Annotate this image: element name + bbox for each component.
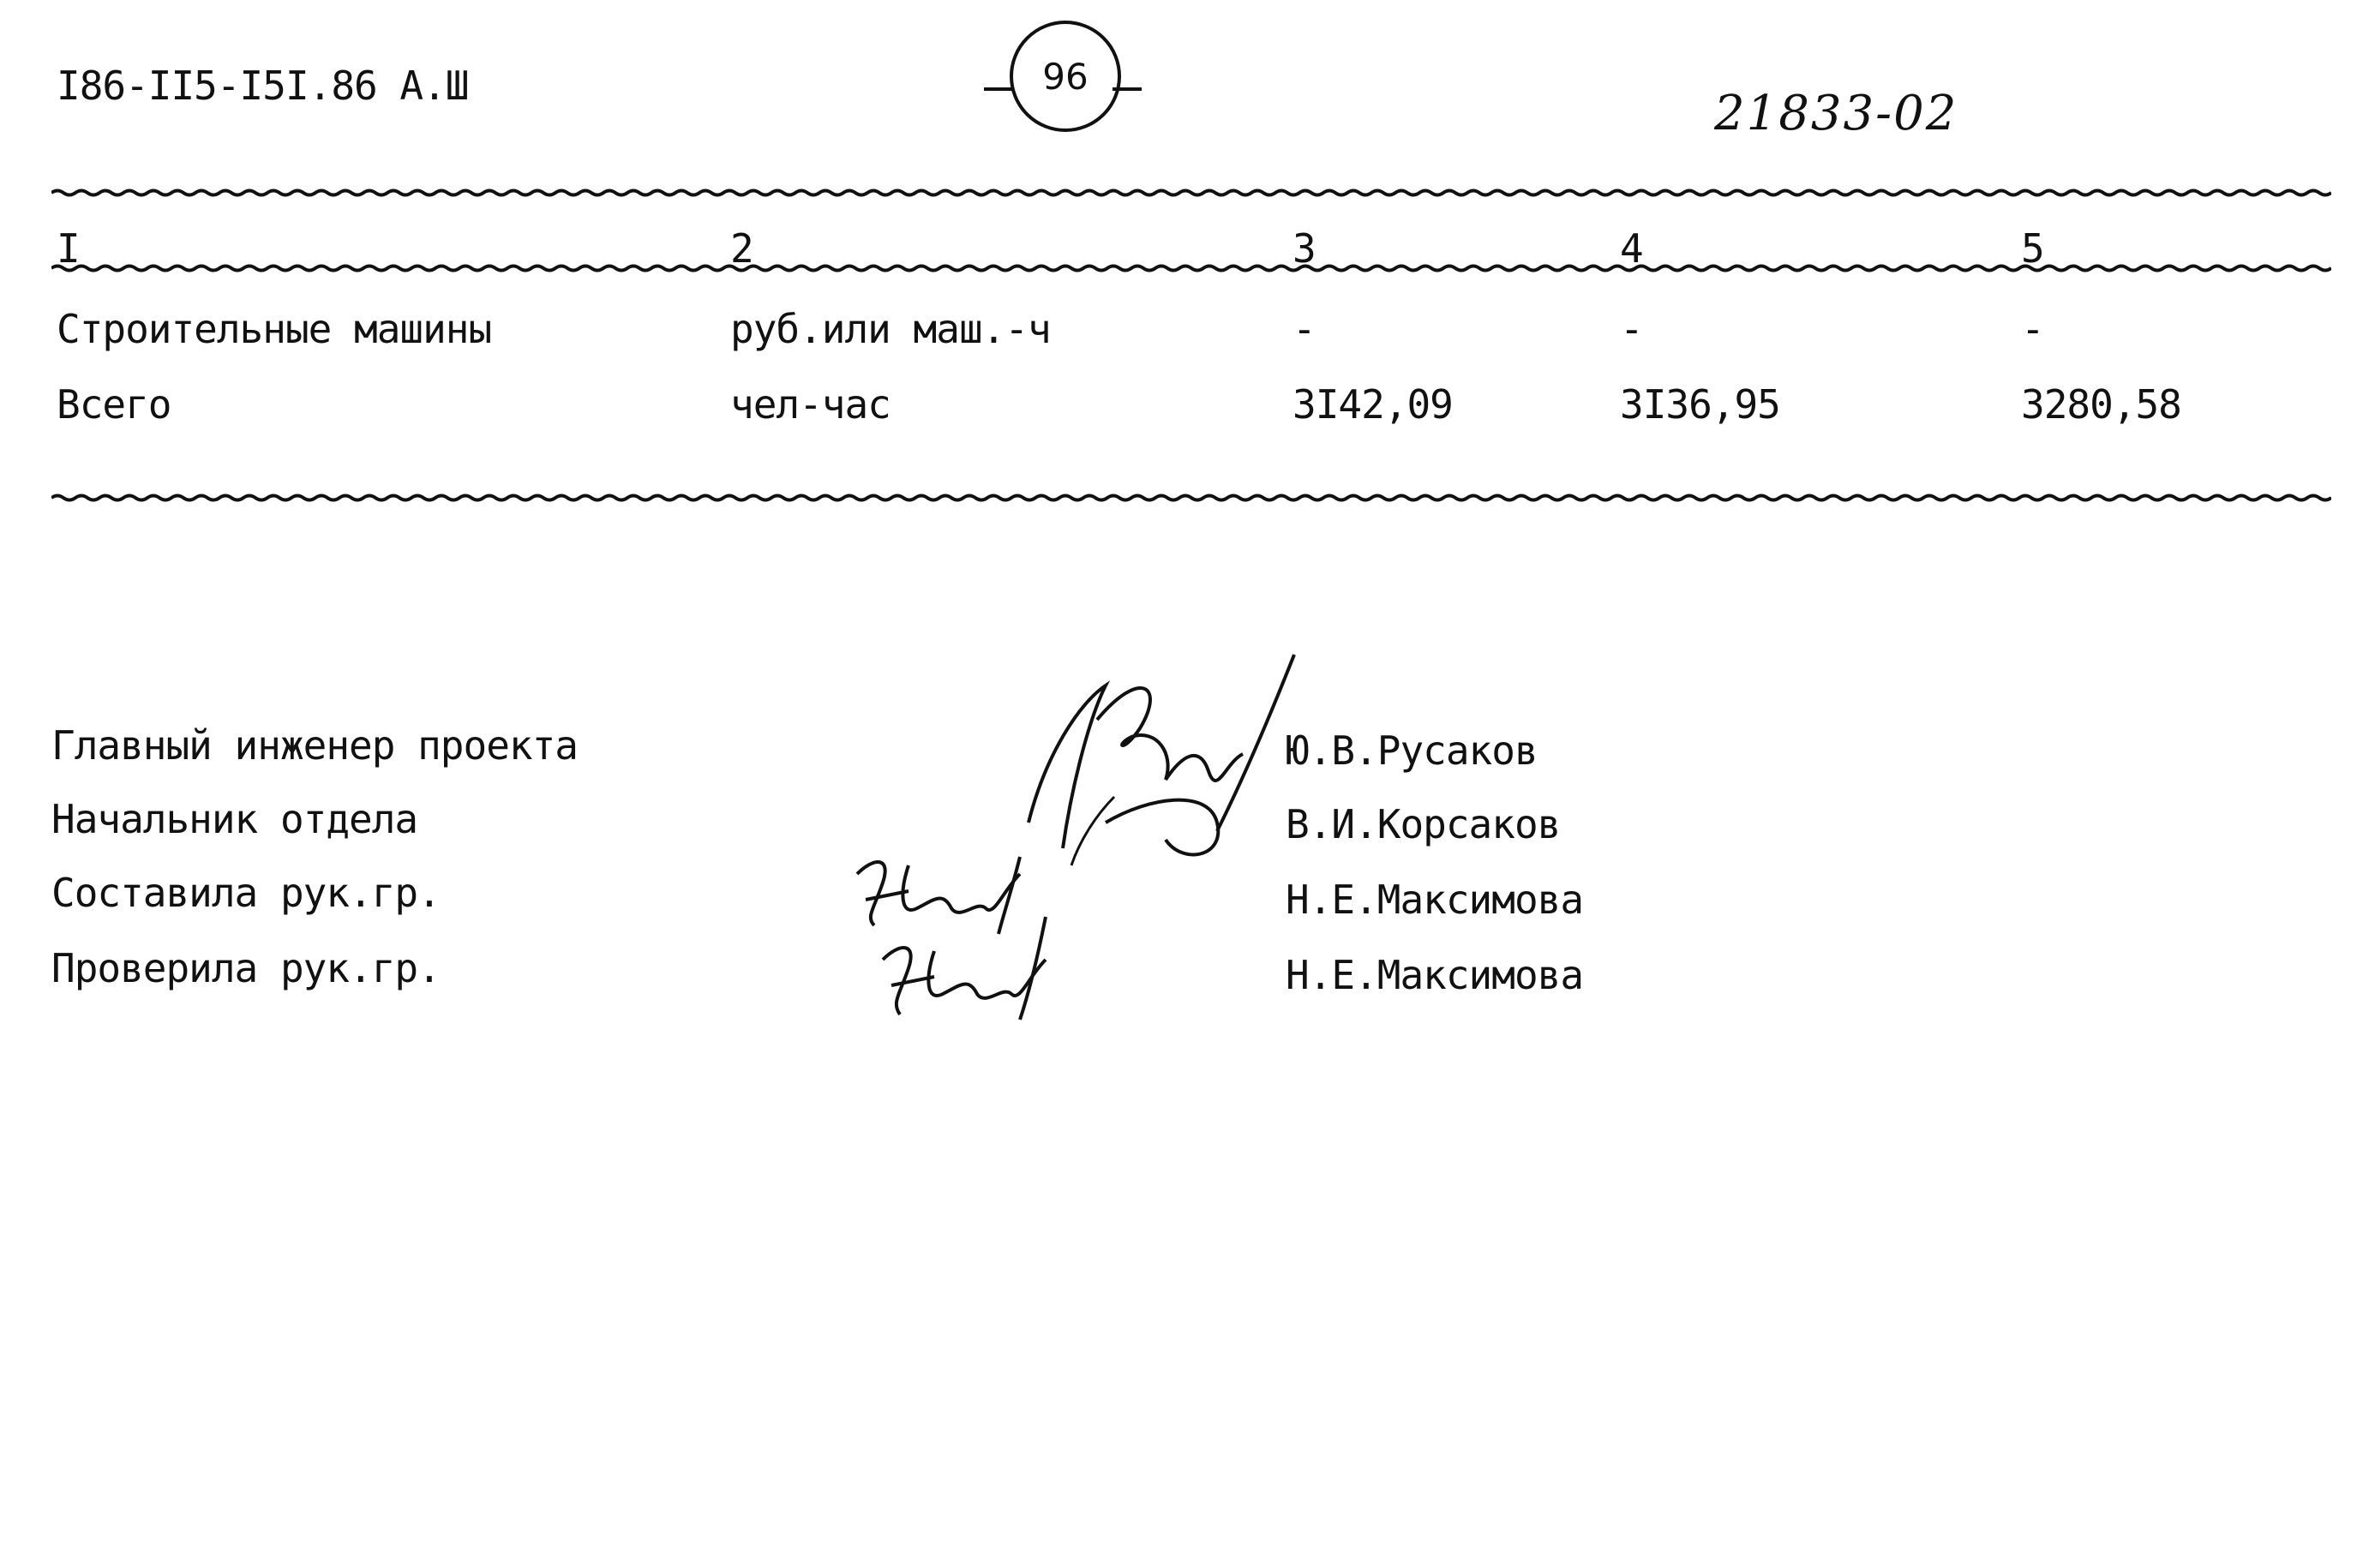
column-header-3: 3 xyxy=(1292,225,1316,272)
table-top-rule xyxy=(51,187,2331,199)
signatory-name: Н.Е.Максимова xyxy=(1286,877,1584,923)
table-cell: - xyxy=(2021,306,2044,352)
table-bottom-rule xyxy=(51,492,2331,504)
document-code: I86-II5-I5I.86 A.Ш xyxy=(57,63,469,109)
table-cell: Строительные машины xyxy=(57,306,492,352)
table-cell: 3I36,95 xyxy=(1620,381,1780,428)
page-number-dash-left xyxy=(984,87,1013,91)
signature-checked-by xyxy=(874,908,1071,1028)
column-header-5: 5 xyxy=(2021,225,2044,272)
table-cell: чел-час xyxy=(730,381,891,428)
signatory-name: Н.Е.Максимова xyxy=(1286,952,1584,998)
inventory-number: 21833-02 xyxy=(1714,86,1958,141)
table-header-rule xyxy=(51,262,2331,274)
page-number-dash-right xyxy=(1113,87,1142,91)
signature-position: Проверила рук.гр. xyxy=(51,945,441,991)
page-number: 96 xyxy=(1042,55,1089,98)
column-header-4: 4 xyxy=(1620,225,1643,272)
signature-position: Начальник отдела xyxy=(51,796,418,842)
table-cell: 3280,58 xyxy=(2021,381,2181,428)
table-cell: руб.или маш.-ч xyxy=(730,306,1051,352)
table-cell: Всего xyxy=(57,381,171,428)
column-header-2: 2 xyxy=(730,225,753,272)
signatory-name: В.И.Корсаков xyxy=(1286,801,1561,847)
table-cell: 3I42,09 xyxy=(1292,381,1453,428)
signature-chief-engineer xyxy=(1011,651,1320,891)
table-cell: - xyxy=(1620,306,1643,352)
signature-position: Составила рук.гр. xyxy=(51,870,441,916)
signatory-name: Ю.В.Русаков xyxy=(1286,727,1538,774)
signature-position: Главный инженер проекта xyxy=(51,722,578,769)
page-number-circle xyxy=(1010,21,1121,132)
table-cell: - xyxy=(1292,306,1316,352)
column-header-1: I xyxy=(57,225,80,272)
